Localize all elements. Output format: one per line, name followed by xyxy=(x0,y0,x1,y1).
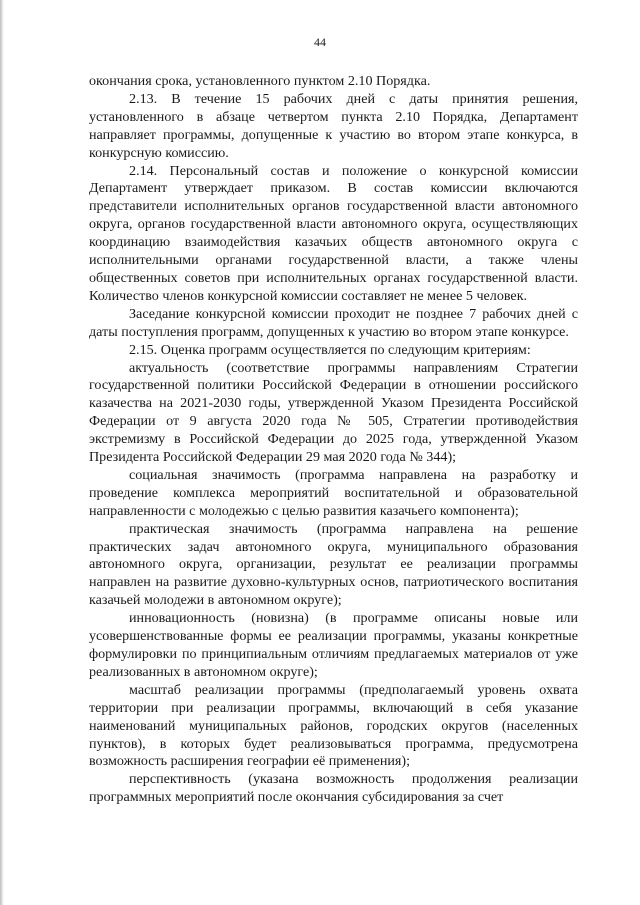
paragraph: инновационность (новизна) (в программе описаны новые или усовершенствованные формы ее реализации программы, указаны конкретные формулировки по принципиальным отличиям предлагаемых материалов от уже реализованных в автономном округе); xyxy=(89,610,578,680)
paragraph: практическая значимость (программа направлена на решение практических задач автономного округа, муниципального образования автономного округа, организации, результат ее реализации программы направлен на развитие духовно-культурных основ, патриотического воспитания казачьей молодежи в автономном округе); xyxy=(89,520,578,609)
paragraph: социальная значимость (программа направлена на разработку и проведение комплекса мероприятий воспитательной и образовательной направленности с молодежью с целью развития казачьего компонента); xyxy=(89,466,578,519)
scan-edge-shadow xyxy=(0,0,4,905)
paragraph: Заседание конкурсной комиссии проходит не позднее 7 рабочих дней с даты поступления программ, допущенных к участию во втором этапе конкурсе. xyxy=(89,305,578,340)
paragraph: 2.14. Персональный состав и положение о конкурсной комиссии Департамент утверждает приказом. В состав комиссии включаются представители исполнительных органов государственной власти автономного округа, органов государственной власти автономного округа, осуществляющих координацию взаимодействия казачьих обществ автономного округа с исполнительными органами государственной власти, а также члены общественных советов при исполнительных органах государственной власти. Количество членов конкурсной комиссии составляет не менее 5 человек. xyxy=(89,162,578,304)
document-body xyxy=(89,73,578,807)
page-number: 44 xyxy=(314,35,326,49)
paragraph: масштаб реализации программы (предполагаемый уровень охвата территории при реализации программы, включающий в себя указание наименований муниципальных районов, городских округов (населенных пунктов), в которых будет реализовываться программа, предусмотрена возможность расширения географии её применения); xyxy=(89,681,578,770)
paragraph: 2.15. Оценка программ осуществляется по следующим критериям: xyxy=(129,341,531,358)
paragraph: актуальность (соответствие программы направлениям Стратегии государственной политики Российской Федерации в отношении российского казачества на 2021-2030 годы, утвержденной Указом Президента Российской Федерации от 9 августа 2020 года № 505, Стратегии противодействия экстремизму в Российской Федерации до 2025 года, утвержденной Указом Президента Российской Федерации 29 мая 2020 года № 344); xyxy=(89,359,578,466)
paragraph: 2.13. В течение 15 рабочих дней с даты принятия решения, установленного в абзаце четвертом пункта 2.10 Порядка, Департамент направляет программы, допущенные к участию во втором этапе конкурса, в конкурсную комиссию. xyxy=(89,90,578,161)
paragraph: окончания срока, установленного пунктом 2.10 Порядка. xyxy=(89,73,431,89)
paragraph: перспективность (указана возможность продолжения реализации программных мероприятий после окончания субсидирования за счет xyxy=(89,771,578,806)
